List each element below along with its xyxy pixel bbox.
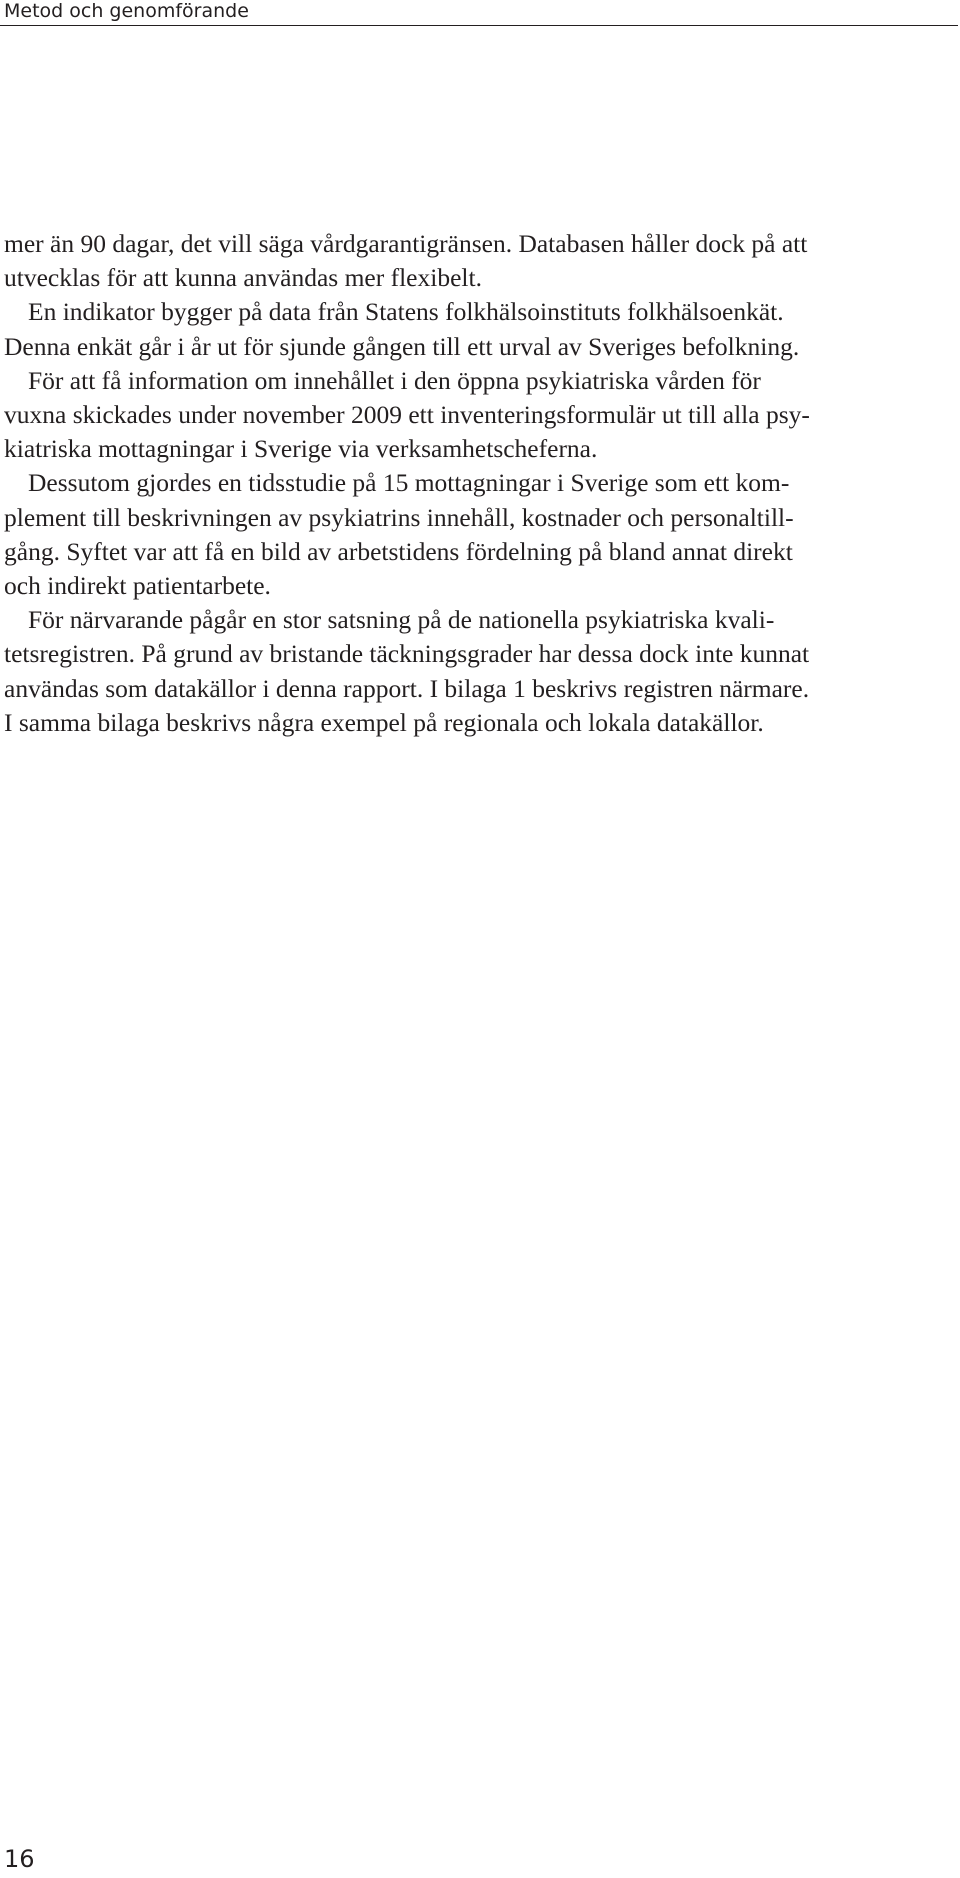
text-line: vuxna skickades under november 2009 ett inventeringsformulär ut till alla psy- xyxy=(4,400,810,430)
body-text xyxy=(4,227,956,740)
text-line: kiatriska mottagningar i Sverige via verksamhetscheferna. xyxy=(4,434,598,464)
text-line: användas som datakällor i denna rapport. I bilaga 1 beskrivs registren närmare. xyxy=(4,673,810,703)
running-header: Metod och genomförande xyxy=(4,0,249,22)
text-line: mer än 90 dagar, det vill säga vårdgarantigränsen. Databasen håller dock på att xyxy=(4,229,808,258)
text-line: För närvarande pågår en stor satsning på de nationella psykiatriska kvali- xyxy=(28,605,775,635)
text-line: gång. Syftet var att få en bild av arbetstidens fördelning på bland annat direkt xyxy=(4,536,793,566)
text-line: plement till beskrivningen av psykiatrins innehåll, kostnader och personaltill- xyxy=(4,502,794,532)
text-line: Denna enkät går i år ut för sjunde gången till ett urval av Sveriges befolkning. xyxy=(4,331,800,361)
text-line: och indirekt patientarbete. xyxy=(4,571,271,601)
header-rule xyxy=(0,25,958,26)
text-line: För att få information om innehållet i den öppna psykiatriska vården för xyxy=(28,365,761,395)
text-line: utvecklas för att kunna användas mer flexibelt. xyxy=(4,263,482,293)
text-line: I samma bilaga beskrivs några exempel på regionala och lokala datakällor. xyxy=(4,707,764,737)
page-number: 16 xyxy=(4,1845,35,1873)
text-line: Dessutom gjordes en tidsstudie på 15 mottagningar i Sverige som ett kom- xyxy=(28,468,790,498)
text-line: En indikator bygger på data från Statens folkhälsoinstituts folkhälsoenkät. xyxy=(28,297,784,327)
text-line: tetsregistren. På grund av bristande täckningsgrader har dessa dock inte kunnat xyxy=(4,639,810,669)
